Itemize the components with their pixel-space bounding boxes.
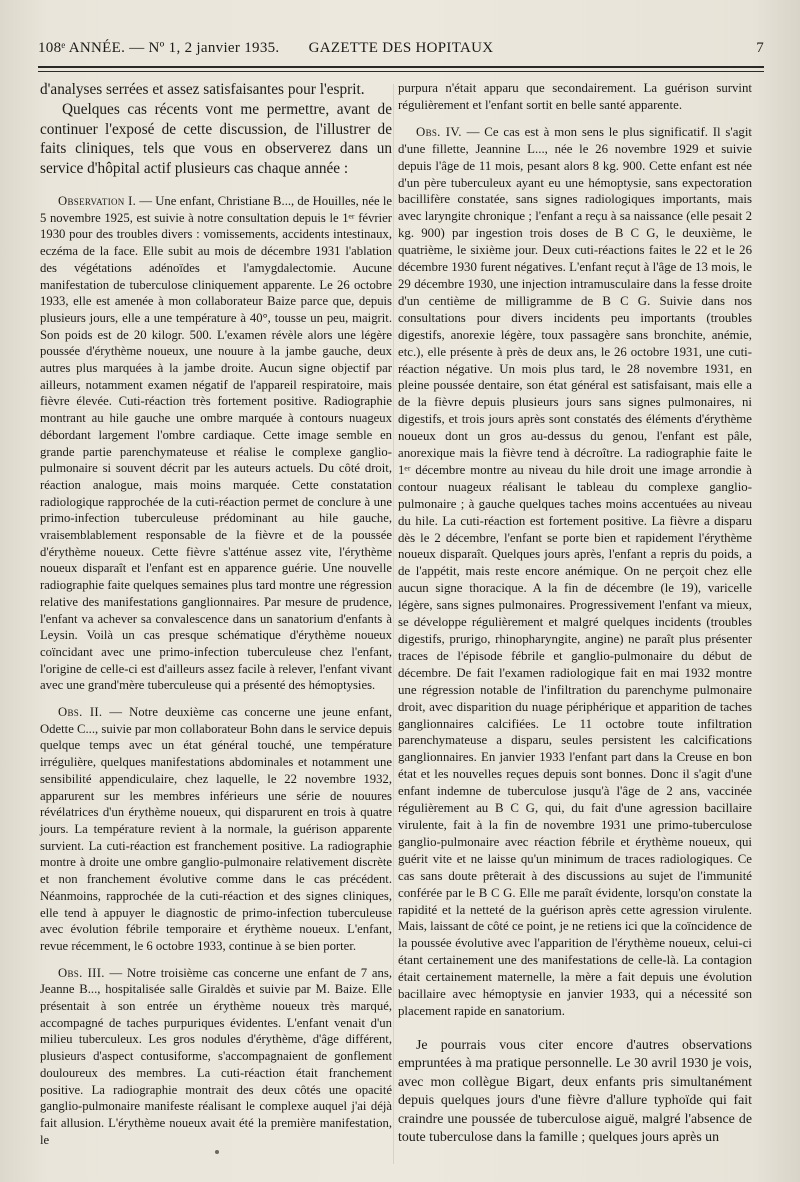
observation-1-text: — Une enfant, Christiane B..., de Houilles, née le 5 novembre 1925, est suivie à notre consultation depuis le 1ᵉʳ février 1930 pour des troubles divers : vomissements, accidents intestinaux, eczéma de la face. Elle subit au mois de décembre 1931 l'ablation des végétations adénoïdes et l'amygdalectomie. Aucune manifestation de tuberculose cliniquement apparente. Le 26 octobre 1933, elle est amenée à mon collaborateur Baize parce que, depuis plusieurs jours, elle a une température à 40°, tousse un peu, maigrit. Son poids est de 20 kilogr. 500. L'examen révèle alors une légère poussée d'érythème noueux, une nouure à la jambe gauche, deux autres plus marquées à la jambe droite. Aucun signe objectif par ailleurs, notamment examen négatif de l'appareil respiratoire, mais fièvre élevée. Cuti-réaction très fortement positive. Radiographie montrant au hile gauche une ombre marquée à contours nuageux débordant largement l'ombre cardiaque. Cette image semble en grande partie parenchymateuse et réalise le complexe ganglio-pulmonaire si souvent décrit par les auteurs actuels. Du côté droit, réaction analogue, mais moins marquée. Cette constatation radiologique rapprochée de la cuti-réaction permet de conclure à une primo-infection tuberculeuse prédominant au hile gauche, vraisemblablement responsable de la fièvre et de la poussée d'érythème noueux. Cette fièvre s'atténue assez vite, l'érythème noueux disparaît et l'enfant est en apparence guérie. Une nouvelle radiographie faite quelques semaines plus tard montre une régression relative des manifestations ganglionnaires. Par mesure de prudence, l'enfant va achever sa convalescence dans un sanatorium d'enfants à Leysin. Voilà un cas presque schématique d'érythème noueux coïncidant avec une primo-infection tuberculeuse chez l'enfant, l'origine de celle-ci est d'ailleurs assez facile à relever, l'enfant vivant avec une grand'mère tuberculeuse qui a présenté des hémoptysies. xyxy=(40,193,392,693)
issue-line: 108ᵉ ANNÉE. — Nº 1, 2 janvier 1935. xyxy=(38,40,280,56)
closing-paragraph: Je pourrais vous citer encore d'autres observations empruntées à ma pratique personnelle. Le 30 avril 1930 je vois, avec mon collègue Bigart, deux enfants pris simultanément depuis quelques jours d'une fièvre d'allure typhoïde qui fait craindre une poussée de tuberculose aiguë, malgré l'absence de toute tuberculose dans la famille ; quelques jours après un xyxy=(398,1036,752,1145)
print-speck xyxy=(215,1150,219,1154)
page-number: 7 xyxy=(756,40,764,56)
observation-2-title: Obs. II. xyxy=(58,705,103,720)
journal-title: GAZETTE DES HOPITAUX xyxy=(308,40,494,56)
observation-1 xyxy=(40,193,392,694)
header-rule-thin xyxy=(38,71,764,72)
left-column xyxy=(40,80,392,1148)
observation-3-title: Obs. III. xyxy=(58,965,105,980)
intro-paragraph: Quelques cas récents vont me permettre, avant de continuer l'exposé de cette discussion, de l'illustrer de faits cliniques, tels que vous en observerez dans un service d'hôpital actif plusieurs cas chaque année : xyxy=(40,100,392,178)
column-gutter xyxy=(393,84,394,1164)
intro-block xyxy=(40,80,392,179)
observation-2-text: — Notre deuxième cas concerne une jeune enfant, Odette C..., suivie par mon collaborateur Bohn dans le service depuis quelque temps avec un état général touché, une température irrégulière, quelques manifestations abdominales et notamment une sensibilité appendiculaire, chez laquelle, le 22 novembre 1932, apparurent sur les membres inférieurs une série de nouures révélatrices d'un érythème noueux, qui disparurent en trois à quatre jours. La température revient à la normale, la guérison apparente survient. La cuti-réaction est franchement positive. La radiographie montre à droite une ombre ganglio-pulmonaire relativement discrète et non franchement évolutive comme dans le cas précédent. Néanmoins, rapprochée de la cuti-réaction et des signes cliniques, elle tend à appuyer le diagnostic de primo-infection tuberculeuse avec évolution fébrile temporaire et érythème noueux. L'enfant, revue récemment, le 6 octobre 1933, continue à se bien porter. xyxy=(40,705,392,953)
observation-2 xyxy=(40,704,392,955)
observation-1-title: Observation I. xyxy=(58,193,137,208)
observation-4 xyxy=(398,124,752,1020)
observation-4-title: Obs. IV. xyxy=(416,124,462,139)
observation-3 xyxy=(40,965,392,1149)
observation-3-continued: purpura n'était apparu que secondairement. La guérison survint régulièrement et l'enfant sortit en belle santé apparente. xyxy=(398,81,752,112)
right-column xyxy=(398,80,752,1147)
intro-lead: d'analyses serrées et assez satisfaisantes pour l'esprit. xyxy=(40,81,365,98)
running-header xyxy=(38,40,764,64)
observation-4-text: — Ce cas est à mon sens le plus significatif. Il s'agit d'une fillette, Jeannine L..., née le 26 novembre 1929 et suivie depuis l'âge de 11 mois, pesant alors 8 kg. 900. Cette enfant est née d'un père tuberculeux ayant eu une hémoptysie, sans expectoration bacillifère constatée, sans signes radiologiques importants, mais avec laryngite chronique ; l'enfant a reçu à sa naissance (elle pesait 2 kg. 900) par ingestion trois doses de B C G, le deuxième, le quatrième, le sixième jour. Deux cuti-réactions faites le 22 et le 26 décembre 1930 furent négatives. L'enfant reçut à l'âge de 13 mois, le 29 décembre 1930, une injection intramusculaire dans la fesse droite d'un centième de milligramme de B C G. Suivie dans nos consultations pour divers incidents peu importants (troubles digestifs, anorexie légère, toux passagère sans bronchite, anémie, etc.), elle présente à près de deux ans, le 26 octobre 1931, une cuti-réaction négative. Un mois plus tard, le 28 novembre 1931, en pleine poussée dentaire, son état général est satisfaisant, mais elle a de la fièvre depuis plusieurs jours sans signes pulmonaires, ni digestifs, et trois jours après sont constatés des éléments d'érythème noueux dont un gros au-dessus du genou, l'enfant est pâle, anorexique mais la fièvre tend à décroître. La radiographie faite le 1ᵉʳ décembre montre au niveau du hile droit une image arrondie à contour nuageux réalisant le tableau du complexe ganglio-pulmonaire ; à gauche quelques taches moins accentuées au niveau du hile. La cuti-réaction est fortement positive. La fièvre a disparu dès le 2 décembre, l'enfant se porte bien et rapidement l'érythème noueux disparaît. Quelques jours après, l'enfant a repris du poids, a de l'appétit, mais reste encore anémique. On ne perçoit chez elle aucun signe thoracique. A la fin de décembre (le 19), varicelle légère, sans signes pulmonaires. Progressivement l'enfant va mieux, se développe régulièrement et malgré quelques incidents (troubles digestifs, prurigo, rhinopharyngite, angine) ne paraît plus présenter traces de l'épisode fébrile et ganglio-pulmonaire du début de décembre. De fait l'examen radiologique fait en mai 1932 montre une régression notable de l'infiltration du parenchyme pulmonaire droit, avec disparition du nuage périphérique et apparition de taches ganglionnaires calcifiées. Le 11 octobre toute infiltration parenchymateuse a disparu, seules persistent les calcifications ganglionnaires. En janvier 1933 l'enfant part dans la Creuse en bon état et les nouvelles reçues depuis sont bonnes. Donc il s'agit d'une enfant indemne de tuberculose jusqu'à l'âge de 2 ans, vaccinée régulièrement au B C G, qui, du fait d'une agression bacillaire virulente, fait à la fin de novembre 1931 une primo-tuberculose ganglio-pulmonaire avec réaction fébrile et érythème noueux, qui guérit vite et ne laisse qu'un minimum de traces radiologiques. Ce cas sans doute prêterait à des discussions au sujet de l'immunité conférée par le B C G. Elle me paraît évidente, lorsqu'on constate la rapidité et la netteté de la guérison après cette agression virulente. Mais, laissant de côté ce point, je ne retiens ici que la coïncidence de la poussée évolutive avec l'apparition de l'érythème noueux, celui-ci étant certainement une des manifestations de celle-là. La contagion était certainement maternelle, la mère a fait depuis une évolution bacillaire avec hémoptysie en janvier 1933, qui a nécessité son placement rapide en sanatorium. xyxy=(398,124,752,1018)
observation-3-text: — Notre troisième cas concerne une enfant de 7 ans, Jeanne B..., hospitalisée salle Giraldès et suivie par M. Baize. Elle présentait à son entrée un érythème noueux très marqué, accompagné de taches purpuriques évidentes. L'enfant venait d'un milieu tuberculeux. Les gros nodules d'érythème, d'âge différent, plusieurs d'aspect contusiforme, s'accompagnaient de gonflement douloureux des membres. La cuti-réaction était franchement positive. La radiographie montrait des deux côtés une opacité ganglio-pulmonaire manifeste réalisant le complexe auquel j'ai déjà fait allusion. L'érythème noueux avait été la première manifestation, le xyxy=(40,965,392,1147)
header-rule-thick xyxy=(38,66,764,68)
